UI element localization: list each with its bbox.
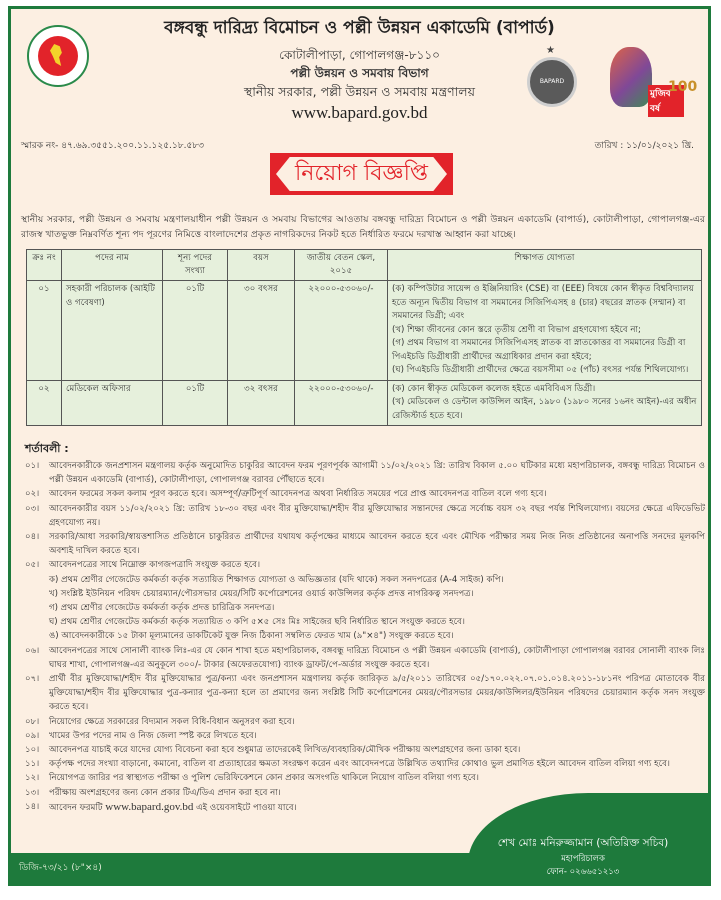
ministry-name: স্থানীয় সরকার, পল্লী উন্নয়ন ও সমবায় মন্ত্রণালয়: [244, 84, 475, 99]
post-name-cell: সহকারী পরিচালক (আইটি ও গবেষণা): [62, 281, 163, 381]
website-link[interactable]: www.bapard.gov.bd: [105, 800, 194, 813]
table-header-row: [27, 250, 702, 281]
qualification-item: (ঘ) পিএইচডি ডিগ্রীধারী প্রার্থীদের ক্ষেত্রে বয়সসীমা ০৫ (পাঁচ) বৎসর পর্যন্ত শিথিলযোগ্য।: [392, 365, 689, 375]
vacancy-cell: ০১টি: [163, 281, 228, 381]
vacancy-table: [26, 249, 702, 426]
col-post-name: পদের নাম: [62, 250, 163, 281]
condition-item: [25, 459, 705, 487]
condition-text: সরকারি/আধা সরকারি/স্বায়ত্তশাসিত প্রতিষ্ঠানে চাকুরিরত প্রার্থীদের যথাযথ কর্তৃপক্ষের মাধ্যমে আবেদন করতে হবে এবং মৌখিক পরীক্ষার সময় নিজ নিজ প্রতিষ্ঠানের অনাপত্তি সনদের মূলকপি অবশ্যই দাখিল করতে হবে।: [49, 532, 705, 557]
col-vacancy: শূন্য পদের সংখ্যা: [163, 250, 228, 281]
website-link[interactable]: www.bapard.gov.bd: [291, 103, 428, 122]
letterhead: [11, 9, 708, 124]
condition-subitem: ঘ) প্রথম শ্রেণীর গেজেটেড কর্মকর্তা কর্তৃক সত্যায়িত ৩ কপি ৫×৫ সেঃ মিঃ সাইজের ছবি নির্ধারিত স্থানে সংযুক্ত করতে হবে।: [49, 617, 465, 628]
age-cell: ৩২ বৎসর: [228, 380, 295, 426]
qualification-item: (গ) প্রথম বিভাগ বা সমমানের সিজিপিএসহ স্নাতক বা স্নাতকোত্তর বা সমমানের ডিগ্রী বা পিএইচডি ডিগ্রীধারী প্রার্থীদের অগ্রাধিকার প্রদান করা হইবে;: [392, 338, 686, 362]
condition-item: [25, 672, 705, 715]
condition-text: আবেদন ফরমের সকল কলাম পূরণ করতে হবে। অসম্পূর্ণ/ত্রুটিপূর্ণ আবেদনপত্র অথবা নির্ধারিত সময়ের পরে প্রাপ্ত আবেদনপত্র বাতিল বলে গণ্য হবে।: [49, 489, 547, 500]
qualification-cell: [388, 281, 702, 381]
col-serial: ক্রঃ নং: [27, 250, 62, 281]
condition-text: খামের উপর পদের নাম ও নিজ জেলা স্পষ্ট করে লিখতে হবে।: [49, 730, 257, 741]
condition-subitem: গ) প্রথম শ্রেণীর গেজেটেড কর্মকর্তা কর্তৃক প্রদত্ত চারিত্রিক সনদপত্র।: [49, 603, 275, 614]
condition-item: [25, 743, 705, 757]
conditions-heading: শর্তাবলী :: [25, 442, 69, 455]
condition-text: আবেদনকারীর বয়স ১১/০২/২০২১ খ্রি: তারিখ ১৮-৩০ বছর এবং বীর মুক্তিযোদ্ধা/শহীদ বীর মুক্তিযোদ্ধার সন্তানদের ক্ষেত্রে সর্বোচ্চ বয়স ৩২ বছর পর্যন্ত শিথিলযোগ্য। বয়সের ক্ষেত্রে এফিডেভিট গ্রহণযোগ্য নয়।: [49, 503, 705, 528]
serial-cell: ০২: [27, 380, 62, 426]
condition-number: ০৯।: [25, 730, 40, 741]
mujib-100-badge: 100: [668, 79, 698, 95]
conditions-list: [25, 459, 705, 815]
condition-number: ১৩।: [25, 787, 40, 798]
portrait-icon: [610, 47, 652, 107]
mujib-borsho-text: মুজিব বর্ষ: [648, 85, 684, 117]
qualification-cell: [388, 380, 702, 426]
pay-scale-cell: ২২০০০-৫৩০৬০/-: [295, 281, 388, 381]
condition-text: আবেদনপত্রের সাথে নিম্নোক্ত কাগজপত্রাদি সংযুক্ত করতে হবে।: [49, 560, 261, 571]
pay-scale-cell: ২২০০০-৫৩০৬০/-: [295, 380, 388, 426]
notice-banner: [270, 153, 453, 195]
notice-title: নিয়োগ বিজ্ঞপ্তি: [295, 161, 428, 186]
condition-item: [25, 715, 705, 729]
signatory-name: শেখ মোঃ মনিরুজ্জামান (অতিরিক্ত সচিব): [497, 837, 669, 849]
condition-number: ০৫।: [25, 560, 40, 571]
qualification-item: (ক) কম্পিউটার সায়েন্স ও ইঞ্জিনিয়ারিং (CSE) বা (EEE) বিষয়ে কোন স্বীকৃত বিশ্ববিদ্যালয় হতে অন্যূন দ্বিতীয় বিভাগ বা সমমানের সিজিপিএসহ ৪ (চার) বছরের স্নাতক (সম্মান) বা সমমানের ডিগ্রী; এবং: [392, 284, 694, 321]
qualification-item: (ক) কোন স্বীকৃত মেডিকেল কলেজ হইতে এমবিবিএস ডিগ্রী।: [392, 383, 596, 394]
qualification-item: (খ) শিক্ষা জীবনের কোন স্তরে তৃতীয় শ্রেণী বা বিভাগ গ্রহণযোগ্য হইবে না;: [392, 324, 641, 335]
division-name: পল্লী উন্নয়ন ও সমবায় বিভাগ: [290, 66, 429, 80]
mujib-borsho-logo-icon: [604, 47, 698, 114]
footer-code: ডিজি-৭৩/২১ (৮"×৪): [19, 863, 102, 873]
condition-number: ০১।: [25, 461, 40, 471]
condition-item: [25, 644, 705, 672]
condition-text: কর্তৃপক্ষ পদের সংখ্যা বাড়ানো, কমানো, বাতিল বা প্রত্যাহারের ক্ষমতা সংরক্ষণ করেন এবং আবেদনপত্রে উল্লিখিত তথ্যাদির কোথাও ভুল প্রমাণিত হইলে আবেদন বাতিল বলিয়া গণ্য হবে।: [49, 759, 670, 770]
condition-text: প্রার্থী বীর মুক্তিযোদ্ধা/শহীদ বীর মুক্তিযোদ্ধার পুত্র/কন্যা এবং জনপ্রশাসন মন্ত্রণালয় কর্তৃক জারিকৃত ৯/৫/২০১১ তারিখের ০৫/১৭০.০২২.০৭.০১.০১৪.২০১১-১৮১নং পরিপত্র মোতাবেক বীর মুক্তিযোদ্ধা/শহীদ বীর মুক্তিযোদ্ধার পুত্র-কন্যার পুত্র-কন্যা হলে তা প্রমাণের জন্য সংশ্লিষ্ট সিটি কর্পোরেশনের মেয়র/পৌরসভার মেয়র/কাউন্সিলর/ইউনিয়ন পরিষদের চেয়ারম্যান কর্তৃক সনদ সংযুক্ত করতে হবে।: [49, 674, 705, 713]
job-circular-notice: [8, 6, 711, 886]
intro-paragraph: স্থানীয় সরকার, পল্লী উন্নয়ন ও সমবায় মন্ত্রণালয়াধীন পল্লী উন্নয়ন ও সমবায় বিভাগের আওতায় বঙ্গবন্ধু দারিদ্র্য বিমোচন ও পল্লী উন্নয়ন একাডেমি (বাপার্ড), কোটালীপাড়া, গোপালগঞ্জ-এর রাজস্ব খাতভুক্ত নিম্নবর্ণিত শূন্য পদ পূরণের নিমিত্তে বাংলাদেশের প্রকৃত নাগরিকদের নিকট হতে নির্ধারিত ফরমে দরখাস্ত আহ্বান করা যাচ্ছে।: [21, 214, 705, 240]
condition-subitem: ক) প্রথম শ্রেণীর গেজেটেড কর্মকর্তা কর্তৃক সত্যায়িত শিক্ষাগত যোগ্যতা ও অভিজ্ঞতার (যদি থাকে) সকল সনদপত্রের (A-4 সাইজ) কপি।: [49, 574, 504, 585]
condition-text: পরীক্ষায় অংশগ্রহণের জন্য কোন প্রকার টিএ/ডিএ প্রদান করা হবে না।: [49, 787, 281, 798]
condition-item: [25, 771, 705, 785]
notice-date: তারিখ : ১১/০১/২০২১ খ্রি.: [594, 141, 694, 151]
condition-item: [25, 558, 705, 572]
condition-number: ১০।: [25, 745, 40, 756]
condition-number: ০২।: [25, 489, 40, 500]
condition-text: নিয়োগের ক্ষেত্রে সরকারের বিদ্যমান সকল বিধি-বিধান অনুসরণ করা হবে।: [49, 716, 295, 727]
condition-subitem: খ) সংশ্লিষ্ট ইউনিয়ন পরিষদ চেয়ারম্যান/পৌরসভার মেয়র/সিটি কর্পোরেশনের ওয়ার্ড কাউন্সিলর কর্তৃক প্রদত্ত নাগরিকত্ব সনদপত্র।: [49, 588, 474, 599]
condition-number: ০৬।: [25, 645, 40, 656]
organization-address: কোটালীপাড়া, গোপালগঞ্জ-৮১১০: [279, 48, 440, 62]
bapard-logo-icon: BAPARD: [527, 57, 577, 107]
condition-number: ০৪।: [25, 532, 40, 543]
condition-text: আবেদনকারীকে জনপ্রশাসন মন্ত্রণালয় কর্তৃক অনুমোদিত চাকুরির আবেদন ফরম পূরণপূর্বক আগামী ১১/০২/২০২১ খ্রি: তারিখ বিকাল ৫.০০ ঘটিকার মধ্যে মহাপরিচালক, বঙ্গবন্ধু দারিদ্র্য বিমোচন ও পল্লী উন্নয়ন একাডেমি (বাপার্ড), কোটালীপাড়া, গোপালগঞ্জ বরাবর পৌঁছাতে হবে।: [49, 461, 705, 486]
signatory-phone: ফোন- ০২৬৬৫১২১৩: [546, 867, 620, 877]
condition-item: [25, 530, 705, 558]
condition-item: [25, 757, 705, 771]
condition-number: ০৭।: [25, 674, 40, 685]
condition-item: [25, 729, 705, 743]
condition-text-after: এই ওয়েবসাইটে পাওয়া যাবে।: [193, 802, 297, 813]
condition-item: [25, 487, 705, 501]
col-age: বয়স: [228, 250, 295, 281]
condition-number: ১১।: [25, 759, 40, 770]
condition-text: আবেদনপত্রের সাথে সোনালী ব্যাংক লিঃ-এর যে কোন শাখা হতে মহাপরিচালক, বঙ্গবন্ধু দারিদ্র্য বিমোচন ও পল্লী উন্নয়ন একাডেমি (বাপার্ড), কোটালীপাড়া গোপালগঞ্জ বরাবর সোনালী ব্যাংক লিঃ ঘাঘর শাখা, গোপালগঞ্জ-এর অনুকূলে ৩০০/- টাকার (অফেরতযোগ্য) ব্যাংক ড্রাফট/পে-অর্ডার সংযুক্ত করতে হবে।: [49, 645, 705, 670]
serial-cell: ০১: [27, 281, 62, 381]
condition-text: আবেদনপত্র যাচাই করে যাদের যোগ্য বিবেচনা করা হবে শুধুমাত্র তাদেরকেই লিখিত/ব্যবহারিক/মৌখিক পরীক্ষায় অংশগ্রহণের জন্য ডাকা হবে।: [49, 745, 521, 756]
col-qualification: শিক্ষাগত যোগ্যতা: [388, 250, 702, 281]
condition-text-before: আবেদন ফরমটি: [49, 802, 106, 813]
table-row: [27, 281, 702, 381]
condition-subitem: ঙ) আবেদনকারীকে ১৫ টাকা মূল্যমানের ডাকটিকেট যুক্ত নিজ ঠিকানা সম্বলিত ফেরত খাম (৯"×৪") সংযুক্ত করতে হবে।: [49, 631, 454, 642]
table-row: [27, 380, 702, 426]
col-pay-scale: জাতীয় বেতন স্কেল, ২০১৫: [295, 250, 388, 281]
signatory-designation: মহাপরিচালক: [561, 854, 605, 864]
age-cell: ৩০ বৎসর: [228, 281, 295, 381]
condition-number: ০৩।: [25, 503, 40, 514]
condition-item: [25, 502, 705, 530]
signature-block: [468, 836, 698, 879]
memo-number: স্মারক নং- ৪৭.৬৯.৩৫৫১.২০০.১১.১২৫.১৮.৫৮৩: [21, 141, 204, 151]
condition-number: ০৮।: [25, 716, 40, 727]
star-icon: ★: [546, 45, 555, 56]
post-name-cell: মেডিকেল অফিসার: [62, 380, 163, 426]
condition-text: নিয়োগপত্র জারির পর স্বাস্থ্যগত পরীক্ষা ও পুলিশ ভেরিফিকেশনে কোন প্রকার অসংগতি থাকিলে নিয়োগ বাতিল বলিয়া গণ্য হবে।: [49, 773, 479, 784]
vacancy-cell: ০১টি: [163, 380, 228, 426]
organization-title: বঙ্গবন্ধু দারিদ্র্য বিমোচন ও পল্লী উন্নয়ন একাডেমি (বাপার্ড): [164, 18, 555, 38]
condition-number: ১২।: [25, 773, 40, 784]
condition-number: ১৪।: [25, 801, 40, 812]
qualification-item: (খ) মেডিকেল ও ডেন্টাল কাউন্সিল আইন, ১৯৮০ (১৯৮০ সনের ১৬নং আইন)-এর অধীন রেজিস্টার্ড হতে হবে।: [392, 397, 697, 421]
